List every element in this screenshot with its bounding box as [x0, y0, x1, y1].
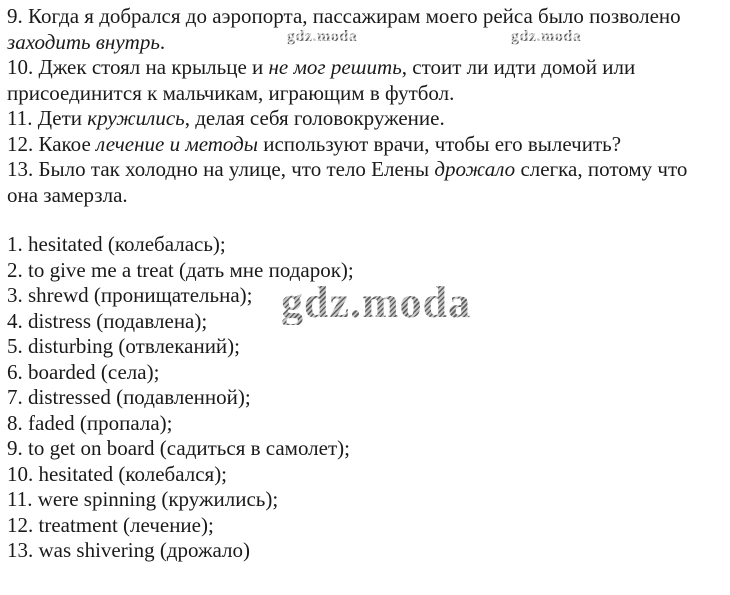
- question-line: [7, 132, 724, 158]
- question-line: [7, 4, 724, 30]
- answer-line: 3. shrewd (пронищательна);: [7, 283, 253, 307]
- question-text: 12. Какое: [7, 131, 97, 156]
- answer-line: 8. faded (пропала);: [7, 410, 173, 435]
- question-italic-text: дрожало: [434, 157, 516, 181]
- watermark-gdz-moda: gdz.moda: [511, 28, 582, 45]
- answer-line: 6. boarded (села);: [7, 359, 160, 384]
- question-text-after: используют врачи, чтобы его вылечить?: [258, 131, 622, 156]
- question-line: [7, 30, 724, 56]
- watermark-gdz-moda: gdz.moda: [287, 28, 358, 45]
- question-italic-text: лечение и методы: [96, 131, 258, 156]
- question-line: [7, 183, 724, 209]
- questions-block: [7, 4, 724, 208]
- question-line: [7, 55, 724, 81]
- watermark-gdz-moda-large: gdz.moda: [281, 278, 472, 327]
- question-text: 10. Джек стоял на крыльце и: [7, 55, 269, 79]
- question-italic-text: кружились: [87, 106, 185, 130]
- answer-line: 2. to give me a treat (дать мне подарок);: [7, 257, 354, 282]
- question-text: 13. Было так холодно на улице, что тело Елены: [7, 157, 435, 181]
- answer-line: 7. distressed (подавленной);: [7, 385, 251, 409]
- question-line: [7, 157, 724, 183]
- question-text: присоединится к мальчикам, играющим в футбол.: [7, 80, 455, 105]
- question-italic-text: заходить внутрь: [7, 29, 160, 54]
- answer-line: 11. were spinning (кружились);: [7, 487, 279, 511]
- answer-line: 13. was shivering (дрожало): [7, 538, 250, 562]
- answer-line: 1. hesitated (колебалась);: [7, 232, 226, 256]
- question-text: она замерзла.: [7, 182, 128, 207]
- answer-line: 4. distress (подавлена);: [7, 308, 208, 333]
- answer-line: 12. treatment (лечение);: [7, 512, 214, 537]
- answer-line: 10. hesitated (колебался);: [7, 461, 228, 486]
- question-line: [7, 81, 724, 107]
- question-text: 11. Дети: [7, 106, 88, 130]
- question-text-after: , стоит ли идти домой или: [401, 55, 636, 79]
- question-text: 9. Когда я добрался до аэропорта, пассажирам моего рейса было позволено: [7, 4, 681, 28]
- answer-line: 5. disturbing (отвлеканий);: [7, 334, 240, 358]
- question-italic-text: не мог решить: [268, 55, 402, 79]
- question-text-after: , делая себя головокружение.: [184, 106, 445, 130]
- question-text-after: .: [159, 29, 166, 54]
- question-line: [7, 106, 724, 132]
- answer-line: 9. to get on board (садиться в самолет);: [7, 436, 350, 460]
- question-text-after: слегка, потому что: [515, 157, 688, 181]
